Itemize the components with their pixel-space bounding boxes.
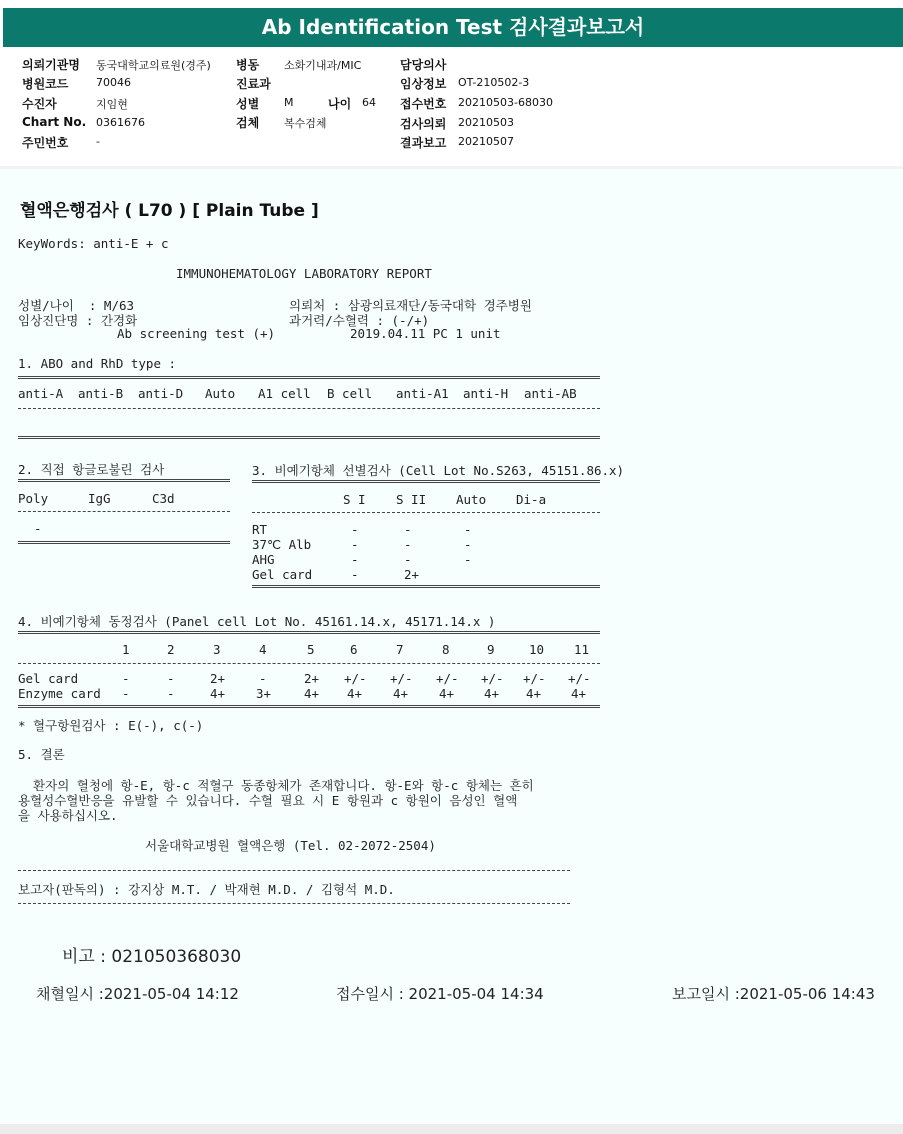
- panel-cell-gel-3: 2+: [210, 671, 226, 686]
- screening-date: 2019.04.11 PC 1 unit: [350, 326, 501, 341]
- panel-cell-enzyme-11: 4+: [571, 686, 587, 701]
- screen-ahg-auto: -: [464, 552, 472, 567]
- panel-cell-gel-10: +/-: [523, 671, 546, 686]
- blood-bank-contact: 서울대학교병원 혈액은행 (Tel. 02-2072-2504): [145, 838, 436, 853]
- section4-rule-mid: [18, 663, 600, 664]
- section3-rule-bottom: [252, 585, 600, 590]
- screening: Ab screening test (+): [117, 326, 276, 341]
- specimen-label: 검체: [236, 116, 260, 130]
- dat-header-c3d: C3d: [152, 491, 175, 506]
- report-date-value: 20210507: [458, 135, 514, 148]
- screen-header-dia: Di-a: [516, 492, 547, 507]
- panel-cell-enzyme-2: -: [167, 686, 175, 701]
- request-value: 20210503: [458, 116, 514, 129]
- panel-col-3: 3: [213, 642, 221, 657]
- keywords: KeyWords: anti-E + c: [18, 236, 169, 251]
- hospital-code-value: 70046: [96, 76, 131, 89]
- panel-cell-enzyme-7: 4+: [393, 686, 409, 701]
- bottom-margin: [0, 1124, 903, 1134]
- client: 의뢰처 : 삼광의료재단/동국대학 경주병원: [289, 298, 532, 313]
- diagnosis: 임상진단명 : 간경화: [18, 313, 138, 328]
- chart-label: Chart No.: [22, 115, 87, 129]
- specimen-value: 복수검체: [284, 117, 327, 130]
- age-label: 나이: [328, 97, 352, 111]
- panel-cell-gel-6: +/-: [344, 671, 367, 686]
- section3-title: 3. 비예기항체 선별검사 (Cell Lot No.S263, 45151.86.x): [252, 463, 625, 478]
- panel-cell-gel-1: -: [122, 671, 130, 686]
- abo-header-anti-a: anti-A: [18, 386, 64, 401]
- panel-cell-enzyme-5: 4+: [304, 686, 320, 701]
- collected-datetime: 채혈일시 :2021-05-04 14:12: [36, 985, 239, 1003]
- patient-info-panel: [0, 48, 903, 167]
- section2-rule-top: [18, 479, 230, 484]
- panel-col-8: 8: [442, 642, 450, 657]
- report-title: Ab Identification Test 검사결과보고서: [3, 8, 903, 47]
- abo-header-anti-d: anti-D: [138, 386, 184, 401]
- panel-cell-gel-2: -: [167, 671, 175, 686]
- panel-col-5: 5: [307, 642, 315, 657]
- screen-row-label-gel: Gel card: [252, 567, 313, 582]
- panel-col-11: 11: [574, 642, 590, 657]
- sex-value: M: [284, 96, 294, 109]
- section2-rule-bottom: [18, 541, 230, 546]
- panel-cell-gel-11: +/-: [568, 671, 591, 686]
- abo-header-a1-cell: A1 cell: [258, 386, 311, 401]
- dat-header-igg: IgG: [88, 491, 111, 506]
- panel-row-label-enzyme: Enzyme card: [18, 686, 101, 701]
- receipt-no-label: 접수번호: [400, 97, 447, 111]
- sex-label: 성별: [236, 97, 260, 111]
- conclusion-line-3: 을 사용하십시오.: [18, 808, 118, 823]
- screen-row-label-ahg: AHG: [252, 552, 275, 567]
- signature-rule-top: [18, 870, 570, 871]
- screen-ahg-s1: -: [351, 552, 359, 567]
- screen-ahg-s2: -: [404, 552, 412, 567]
- abo-header-anti-b: anti-B: [78, 386, 124, 401]
- screen-rt-s2: -: [404, 522, 412, 537]
- test-title: 혈액은행검사 ( L70 ) [ Plain Tube ]: [20, 201, 319, 221]
- sex-age: 성별/나이 : M/63: [18, 298, 135, 313]
- panel-col-7: 7: [396, 642, 404, 657]
- conclusion-line-1: 환자의 혈청에 항-E, 항-c 적혈구 동종항체가 존재합니다. 항-E와 항-c 항체는 흔히: [18, 778, 534, 793]
- chart-value: 0361676: [96, 116, 145, 129]
- history: 과거력/수혈력 : (-/+): [289, 313, 430, 328]
- report-date-label: 결과보고: [400, 136, 447, 150]
- section3-rule-mid: [252, 512, 600, 513]
- dat-poly-value: -: [34, 521, 42, 536]
- clinical-value: OT-210502-3: [458, 76, 530, 89]
- institution-label: 의뢰기관명: [22, 58, 80, 72]
- received-datetime: 접수일시 : 2021-05-04 14:34: [336, 985, 544, 1003]
- abo-header-b-cell: B cell: [327, 386, 373, 401]
- section4-rule-bottom: [18, 705, 600, 710]
- age-value: 64: [362, 96, 376, 109]
- antigen-note: * 혈구항원검사 : E(-), c(-): [18, 718, 204, 733]
- panel-cell-enzyme-3: 4+: [210, 686, 226, 701]
- section2-rule-mid: [18, 511, 230, 512]
- clinical-label: 임상정보: [400, 77, 447, 91]
- panel-cell-gel-5: 2+: [304, 671, 320, 686]
- remark: 비고 : 021050368030: [62, 947, 242, 967]
- screen-header-auto: Auto: [456, 492, 487, 507]
- name-value: 지임현: [96, 98, 128, 111]
- receipt-no-value: 20210503-68030: [458, 96, 553, 109]
- section5-title: 5. 결론: [18, 747, 65, 762]
- section1-rule-bottom: [18, 436, 600, 441]
- department-label: 진료과: [236, 77, 271, 91]
- signature-rule-bottom: [18, 903, 570, 904]
- section4-title: 4. 비예기항체 동정검사 (Panel cell Lot No. 45161.14.x, 45171.14.x ): [18, 614, 496, 629]
- panel-cell-gel-4: -: [259, 671, 267, 686]
- abo-header-anti-a1: anti-A1: [396, 386, 449, 401]
- abo-header-anti-ab: anti-AB: [524, 386, 577, 401]
- lab-title: IMMUNOHEMATOLOGY LABORATORY REPORT: [176, 266, 432, 281]
- reported-datetime: 보고일시 :2021-05-06 14:43: [672, 985, 875, 1003]
- screen-37alb-s2: -: [404, 537, 412, 552]
- screen-header-s1: S I: [343, 492, 366, 507]
- rrn-label: 주민번호: [22, 136, 69, 150]
- section1-rule-top: [18, 376, 600, 381]
- conclusion-line-2: 용혈성수혈반응을 유발할 수 있습니다. 수혈 필요 시 E 항원과 c 항원이 음성인 혈액: [18, 793, 518, 808]
- section1-rule-mid: [18, 408, 600, 409]
- doctor-label: 담당의사: [400, 58, 447, 72]
- panel-cell-gel-8: +/-: [436, 671, 459, 686]
- ward-label: 병동: [236, 58, 260, 72]
- panel-col-1: 1: [122, 642, 130, 657]
- section2-title: 2. 직접 항글로불린 검사: [18, 462, 165, 477]
- section1-title: 1. ABO and RhD type :: [18, 356, 177, 371]
- abo-header-anti-h: anti-H: [463, 386, 509, 401]
- institution-value: 동국대학교의료원(경주): [96, 59, 211, 72]
- panel-cell-enzyme-4: 3+: [256, 686, 272, 701]
- hospital-code-label: 병원코드: [22, 77, 69, 91]
- report-document: [0, 169, 903, 1124]
- screen-37alb-auto: -: [464, 537, 472, 552]
- request-label: 검사의뢰: [400, 117, 447, 131]
- screen-row-label-37alb: 37℃ Alb: [252, 537, 312, 552]
- screen-37alb-s1: -: [351, 537, 359, 552]
- screen-row-label-rt: RT: [252, 522, 268, 537]
- panel-row-label-gel: Gel card: [18, 671, 79, 686]
- panel-col-9: 9: [487, 642, 495, 657]
- panel-cell-gel-7: +/-: [390, 671, 413, 686]
- panel-cell-enzyme-6: 4+: [347, 686, 363, 701]
- screen-rt-auto: -: [464, 522, 472, 537]
- screen-rt-s1: -: [351, 522, 359, 537]
- section4-rule-top: [18, 631, 600, 636]
- reporters: 보고자(판독의) : 강지상 M.T. / 박재현 M.D. / 김형석 M.D.: [18, 882, 395, 897]
- panel-col-4: 4: [259, 642, 267, 657]
- panel-cell-enzyme-8: 4+: [439, 686, 455, 701]
- screen-gel-s1: -: [351, 567, 359, 582]
- panel-cell-gel-9: +/-: [481, 671, 504, 686]
- dat-header-poly: Poly: [18, 491, 49, 506]
- panel-cell-enzyme-1: -: [122, 686, 130, 701]
- ward-value: 소화기내과/MIC: [284, 59, 362, 72]
- screen-header-s2: S II: [396, 492, 427, 507]
- panel-col-10: 10: [529, 642, 545, 657]
- rrn-value: -: [96, 135, 100, 148]
- panel-cell-enzyme-9: 4+: [484, 686, 500, 701]
- screen-gel-s2: 2+: [404, 567, 420, 582]
- section3-rule-top: [252, 480, 600, 485]
- panel-col-2: 2: [167, 642, 175, 657]
- name-label: 수진자: [22, 97, 57, 111]
- panel-cell-enzyme-10: 4+: [526, 686, 542, 701]
- abo-header-auto: Auto: [205, 386, 236, 401]
- panel-col-6: 6: [350, 642, 358, 657]
